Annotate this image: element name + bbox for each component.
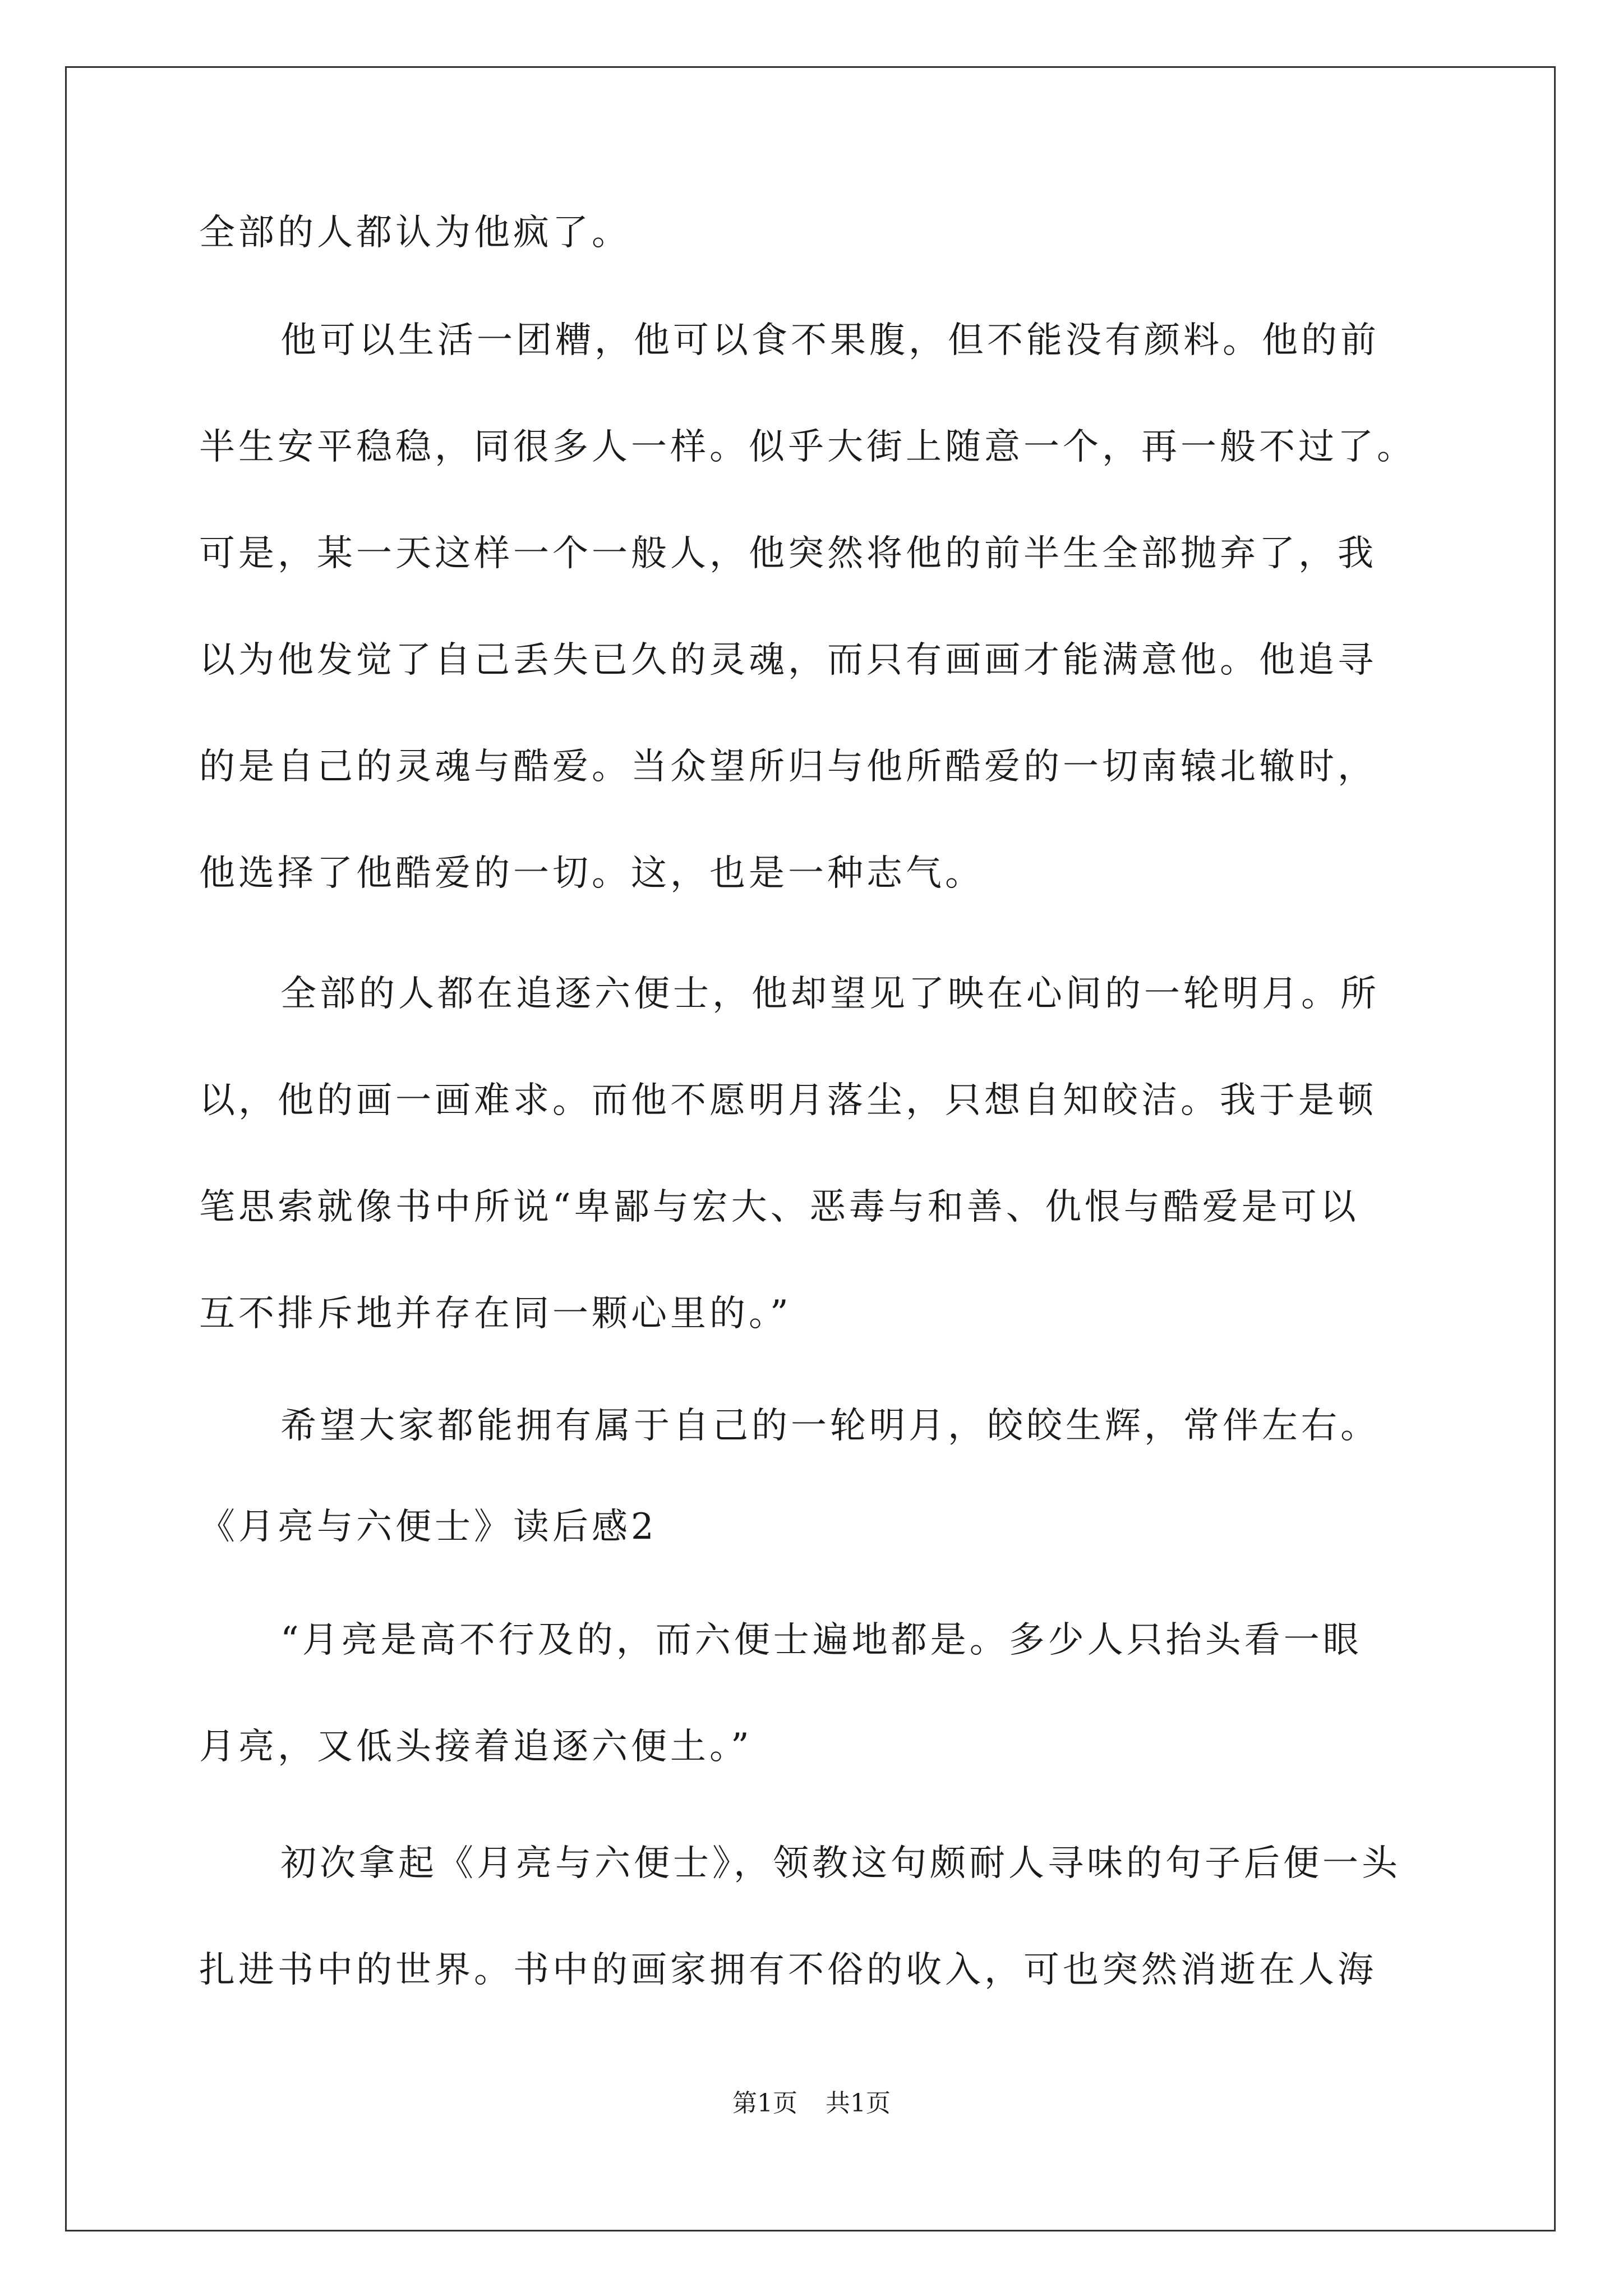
page-total: 共1页 [826,2089,891,2118]
text-line: 以，他的画一画难求。而他不愿明月落尘，只想自知皎洁。我于是顿 [199,1080,1377,1121]
text-line: 互不排斥地并存在同一颗心里的。” [199,1293,792,1335]
text-line: 笔思索就像书中所说“卑鄙与宏大、恶毒与和善、仇恨与酷爱是可以 [199,1186,1359,1228]
text-line: 半生安平稳稳，同很多人一样。似乎大街上随意一个，再一般不过了。 [199,426,1416,468]
text-line: 的是自己的灵魂与酷爱。当众望所归与他所酷爱的一切南辕北辙时， [199,746,1377,788]
page-footer [0,2088,1623,2119]
text-line: 全部的人都认为他疯了。 [199,212,631,254]
section-heading: 《月亮与六便士》读后感2 [199,1506,657,1548]
text-line: 可是，某一天这样一个一般人，他突然将他的前半生全部抛弃了，我 [199,533,1377,574]
text-line: 他选择了他酷爱的一切。这，也是一种志气。 [199,853,984,894]
page-number: 第1页 [732,2089,797,2118]
text-line: 月亮，又低头接着追逐六便土。” [199,1726,753,1768]
text-line: 他可以生活一团糟，他可以食不果腹，但不能没有颜料。他的前 [280,320,1380,361]
page-border [65,66,1556,2231]
text-line: “月亮是高不行及的，而六便士遍地都是。多少人只抬头看一眼 [280,1619,1362,1661]
text-line: 全部的人都在追逐六便士，他却望见了映在心间的一轮明月。所 [280,973,1380,1015]
text-line: 扎进书中的世界。书中的画家拥有不俗的收入，可也突然消逝在人海 [199,1949,1377,1991]
text-line: 以为他发觉了自己丢失已久的灵魂，而只有画画才能满意他。他追寻 [199,639,1377,681]
text-line: 希望大家都能拥有属于自己的一轮明月，皎皎生辉，常伴左右。 [280,1405,1380,1447]
text-line: 初次拿起《月亮与六便士》，领教这句颇耐人寻味的句子后便一头 [280,1843,1401,1884]
